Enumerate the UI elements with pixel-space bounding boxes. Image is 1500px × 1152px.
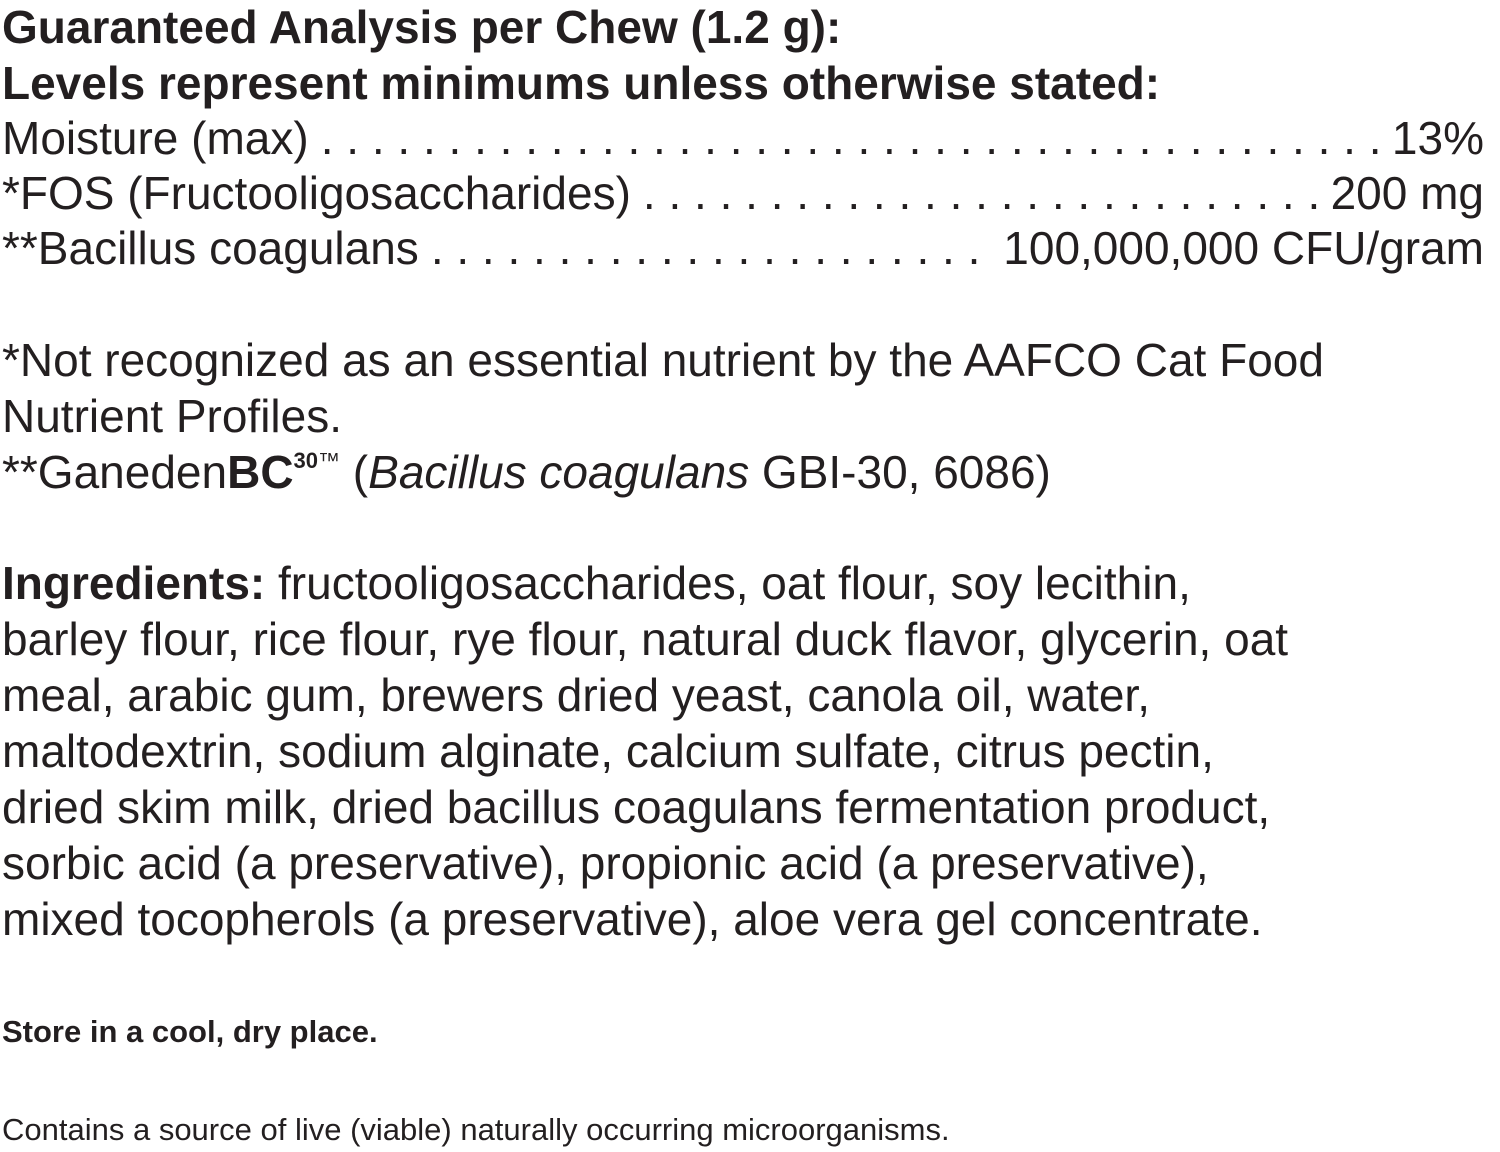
storage-instruction: Store in a cool, dry place. bbox=[2, 1014, 378, 1049]
analysis-label: *FOS (Fructooligosaccharides) bbox=[2, 167, 631, 219]
ingredients-line-3: meal, arabic gum, brewers dried yeast, canola oil, water, bbox=[2, 669, 1150, 721]
analysis-subheading: Levels represent minimums unless otherwise stated: bbox=[2, 57, 1161, 109]
ingredients-line-2: barley flour, rice flour, rye flour, natural duck flavor, glycerin, oat bbox=[2, 613, 1289, 665]
ganeden-prefix: **Ganeden bbox=[2, 446, 228, 498]
ganeden-species: Bacillus coagulans bbox=[368, 446, 750, 498]
analysis-heading: Guaranteed Analysis per Chew (1.2 g): bbox=[2, 1, 842, 53]
analysis-row-fos bbox=[2, 167, 1484, 219]
ingredients-line-4: maltodextrin, sodium alginate, calcium sulfate, citrus pectin, bbox=[2, 725, 1214, 777]
analysis-label: Moisture (max) bbox=[2, 112, 309, 164]
trademark-symbol: ™ bbox=[318, 448, 341, 473]
leader-dots bbox=[431, 225, 991, 271]
ingredients-line-1 bbox=[2, 557, 1191, 609]
ganeden-superscript: 30 bbox=[293, 448, 319, 473]
ingredients-line-6: sorbic acid (a preservative), propionic acid (a preservative), bbox=[2, 837, 1209, 889]
ganeden-strain: GBI-30, 6086) bbox=[749, 446, 1051, 498]
footnote-aafco-line2: Nutrient Profiles. bbox=[2, 390, 343, 442]
leader-dots bbox=[643, 170, 1319, 216]
analysis-label: **Bacillus coagulans bbox=[2, 222, 419, 274]
ingredients-text: fructooligosaccharides, oat flour, soy lecithin, bbox=[278, 557, 1191, 609]
analysis-value: 200 mg bbox=[1330, 167, 1484, 219]
live-cultures-disclaimer: Contains a source of live (viable) naturally occurring microorganisms. bbox=[2, 1112, 950, 1147]
ingredients-label: Ingredients: bbox=[2, 557, 266, 609]
leader-dots bbox=[321, 115, 1380, 161]
footnote-aafco-line1: *Not recognized as an essential nutrient by the AAFCO Cat Food bbox=[2, 334, 1324, 386]
analysis-value: 13% bbox=[1391, 112, 1484, 164]
analysis-row-bacillus bbox=[2, 222, 1484, 274]
analysis-row-moisture bbox=[2, 112, 1484, 164]
ingredients-line-7: mixed tocopherols (a preservative), aloe vera gel concentrate. bbox=[2, 893, 1263, 945]
analysis-value: 100,000,000 CFU/gram bbox=[1003, 222, 1484, 274]
footnote-ganeden bbox=[2, 446, 1051, 498]
ganeden-open-paren: ( bbox=[340, 446, 369, 498]
ingredients-line-5: dried skim milk, dried bacillus coagulans fermentation product, bbox=[2, 781, 1271, 833]
ganeden-brand: BC bbox=[227, 446, 294, 498]
